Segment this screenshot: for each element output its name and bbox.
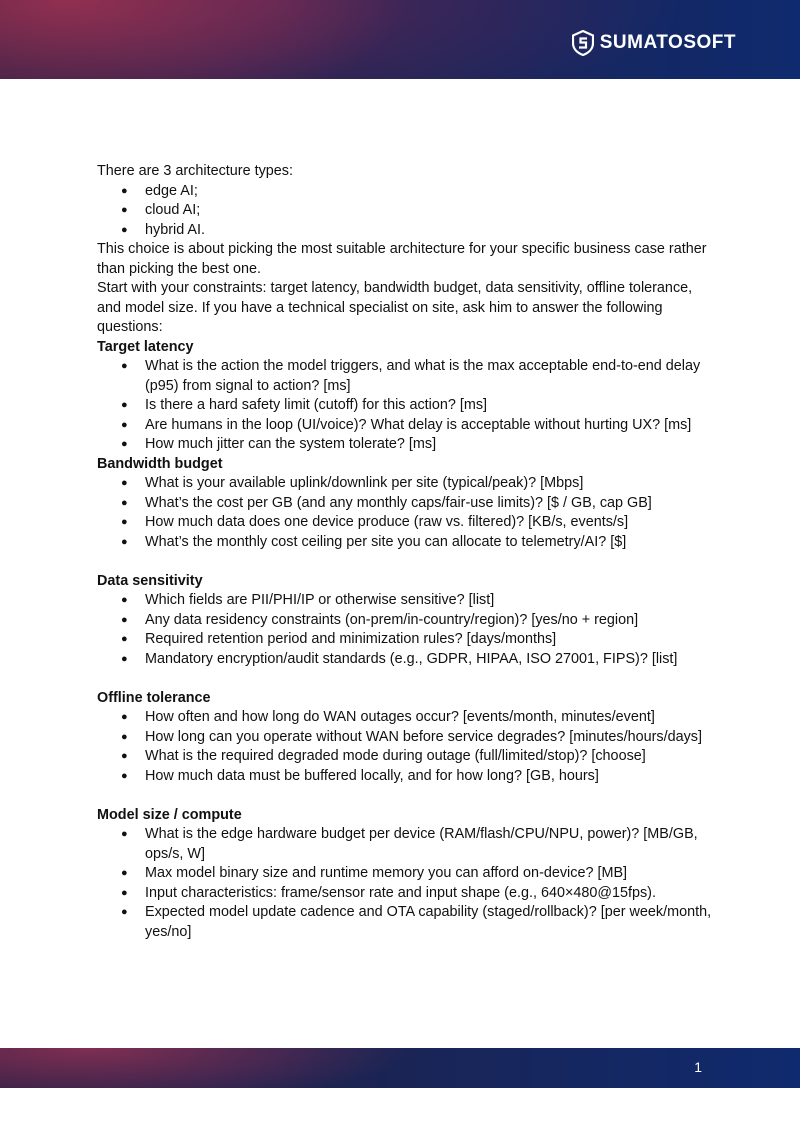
- spacer: [97, 786, 717, 806]
- list-item: ● How much data does one device produce (raw vs. filtered)? [KB/s, events/s]: [97, 513, 717, 533]
- footer-band: [0, 1048, 800, 1088]
- section-list: [97, 474, 717, 552]
- intro-lead: There are 3 architecture types:: [97, 163, 293, 179]
- architecture-types-list: [97, 182, 717, 241]
- list-item: ● How often and how long do WAN outages occur? [events/month, minutes/event]: [97, 708, 717, 728]
- list-item: ● cloud AI;: [97, 201, 717, 221]
- list-item: ● Required retention period and minimization rules? [days/months]: [97, 630, 717, 650]
- list-item: ● Is there a hard safety limit (cutoff) for this action? [ms]: [97, 396, 717, 416]
- list-item: ● How much jitter can the system tolerate? [ms]: [97, 435, 717, 455]
- section-list: [97, 591, 717, 669]
- list-item: ● What’s the monthly cost ceiling per site you can allocate to telemetry/AI? [$]: [97, 533, 717, 553]
- section-heading: Model size / compute: [97, 806, 242, 823]
- section-heading: Bandwidth budget: [97, 455, 223, 472]
- header-band: [0, 0, 800, 79]
- list-item: ● What is the action the model triggers, and what is the max acceptable end-to-end delay (p95) from signal to action? [ms]: [97, 357, 717, 396]
- spacer: [97, 552, 717, 572]
- logo-text: SUMATOSOFT: [599, 32, 736, 53]
- page-number: 1: [694, 1059, 702, 1075]
- list-item: ● Mandatory encryption/audit standards (e.g., GDPR, HIPAA, ISO 27001, FIPS)? [list]: [97, 650, 717, 670]
- section-list: [97, 708, 717, 786]
- list-item: ● How long can you operate without WAN before service degrades? [minutes/hours/days]: [97, 728, 717, 748]
- list-item: ● Which fields are PII/PHI/IP or otherwise sensitive? [list]: [97, 591, 717, 611]
- logo: [572, 28, 736, 58]
- section-list: [97, 357, 717, 455]
- section-heading: Data sensitivity: [97, 572, 203, 589]
- sumatosoft-shield-logo-icon: [572, 30, 594, 56]
- list-item: ● What is the required degraded mode during outage (full/limited/stop)? [choose]: [97, 747, 717, 767]
- list-item: ● Any data residency constraints (on-prem/in-country/region)? [yes/no + region]: [97, 611, 717, 631]
- list-item: ● hybrid AI.: [97, 221, 717, 241]
- list-item: ● What is the edge hardware budget per device (RAM/flash/CPU/NPU, power)? [MB/GB, ops/s, W]: [97, 825, 717, 864]
- list-item: ● What’s the cost per GB (and any monthly caps/fair-use limits)? [$ / GB, cap GB]: [97, 494, 717, 514]
- intro-paragraph: Start with your constraints: target latency, bandwidth budget, data sensitivity, offline tolerance, and model size. If you have a technical specialist on site, ask him to answer the following questions:: [97, 280, 693, 335]
- list-item: ● Expected model update cadence and OTA capability (staged/rollback)? [per week/month, yes/no]: [97, 903, 717, 942]
- intro-paragraph: This choice is about picking the most suitable architecture for your specific business case rather than picking the best one.: [97, 241, 707, 277]
- section-list: [97, 825, 717, 942]
- list-item: ● Are humans in the loop (UI/voice)? What delay is acceptable without hurting UX? [ms]: [97, 416, 717, 436]
- list-item: ● What is your available uplink/downlink per site (typical/peak)? [Mbps]: [97, 474, 717, 494]
- spacer: [97, 669, 717, 689]
- section-heading: Offline tolerance: [97, 689, 211, 706]
- list-item: ● Max model binary size and runtime memory you can afford on-device? [MB]: [97, 864, 717, 884]
- list-item: ● edge AI;: [97, 182, 717, 202]
- document-body: [97, 162, 717, 942]
- list-item: ● Input characteristics: frame/sensor rate and input shape (e.g., 640×480@15fps).: [97, 884, 717, 904]
- section-heading: Target latency: [97, 338, 194, 355]
- list-item: ● How much data must be buffered locally, and for how long? [GB, hours]: [97, 767, 717, 787]
